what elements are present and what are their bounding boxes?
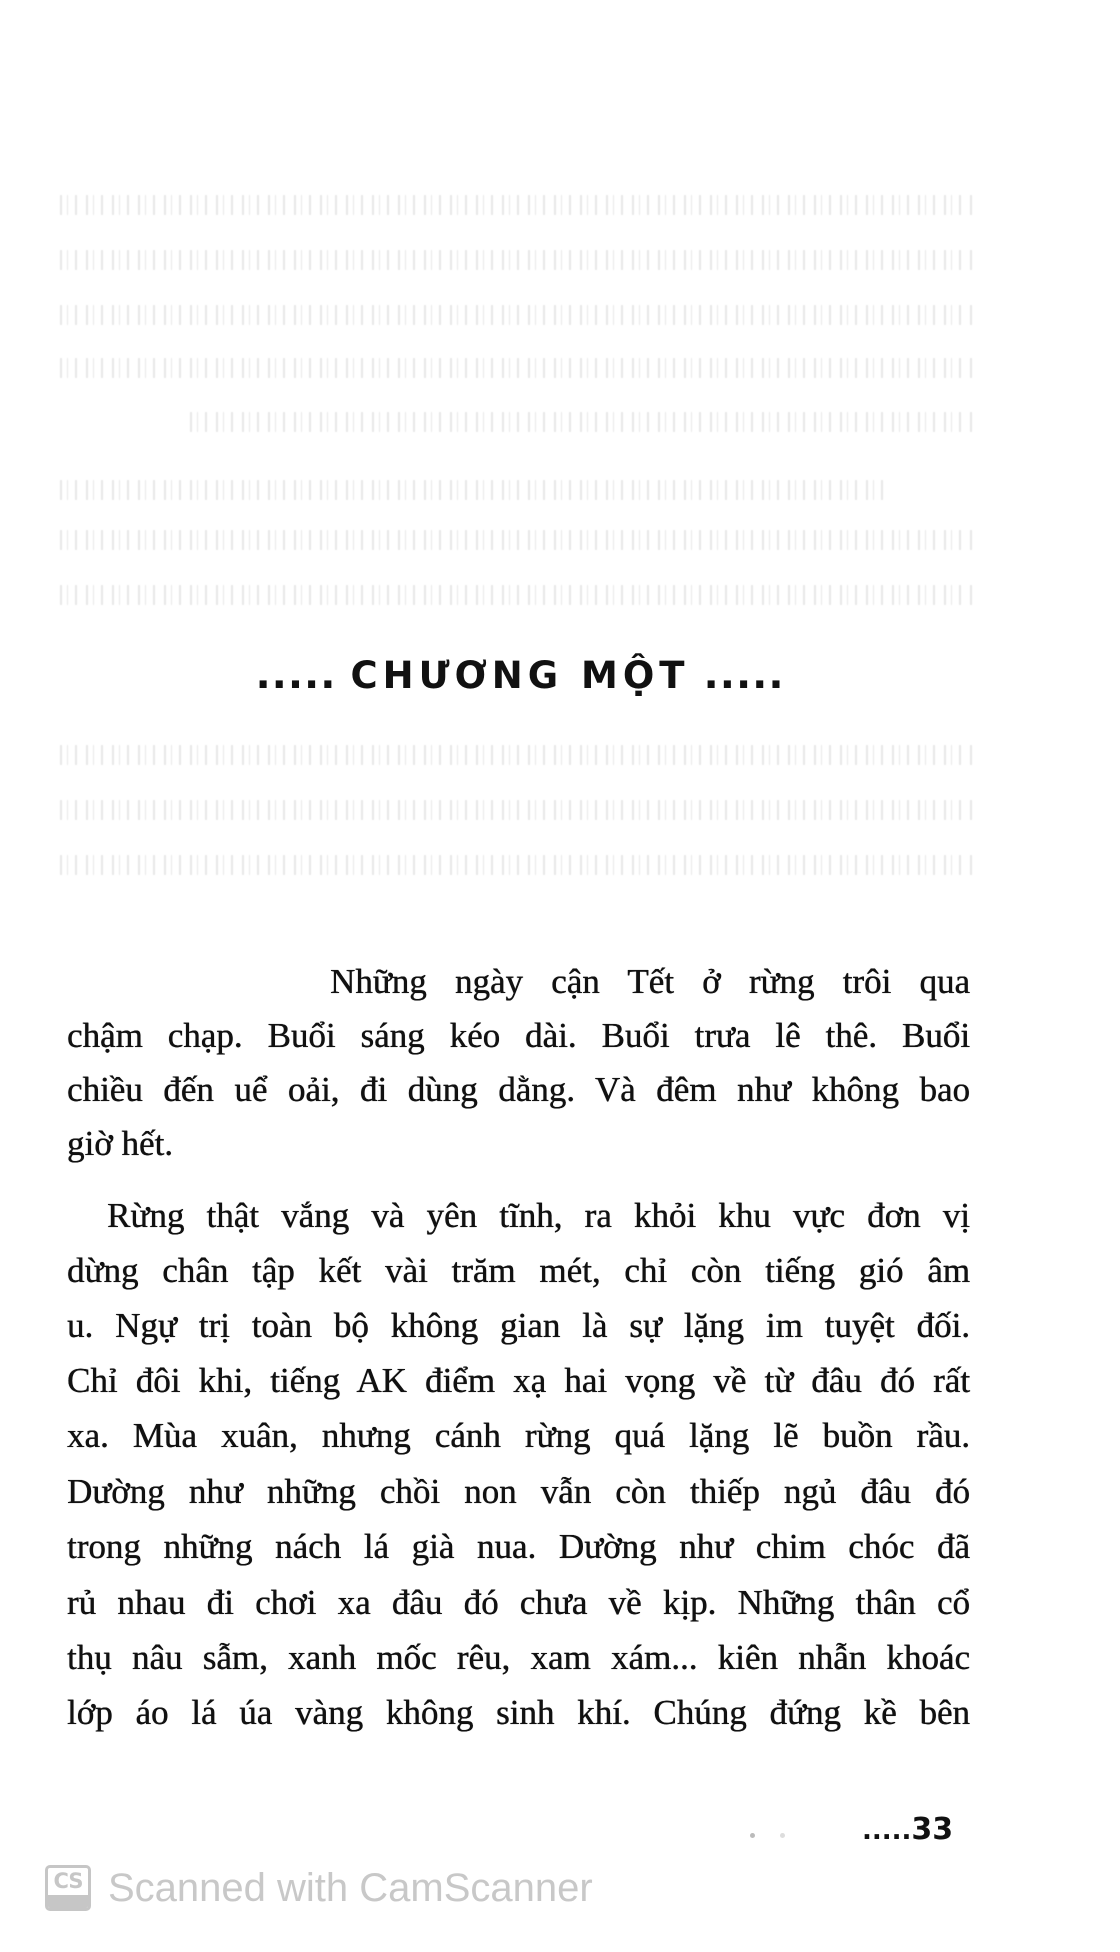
text-line: u. Ngự trị toàn bộ không gian là sự lặng im tuyệt đối. [67,1306,970,1345]
chapter-heading [0,652,1040,698]
bleed-through-line [60,585,975,605]
bleed-through-line [60,358,975,378]
text-line: Chỉ đôi khi, tiếng AK điểm xạ hai vọng về từ đâu đó rất [67,1361,970,1400]
page-number-dots: ..... [862,1816,912,1846]
text-line: rủ nhau đi chơi xa đâu đó chưa về kịp. Những thân cổ [67,1583,970,1622]
page-number [862,1812,953,1847]
bleed-through-line [60,855,975,875]
text-line: Rừng thật vắng và yên tĩnh, ra khỏi khu vực đơn vị [107,1196,970,1235]
heading-word [350,654,689,697]
bleed-through-line [60,530,975,550]
bleed-through-line [190,412,975,432]
bleed-through-line [60,250,975,270]
text-line: chiều đến uể oải, đi dùng dằng. Và đêm như không bao [67,1070,970,1109]
bleed-through-line [60,800,975,820]
text-line: xa. Mùa xuân, nhưng cánh rừng quá lặng lẽ buồn rầu. [67,1416,970,1455]
heading-dots-right: ..... [703,652,785,698]
heading-dots-left: ..... [255,652,337,698]
text-line: lớp áo lá úa vàng không sinh khí. Chúng đứng kề bên [67,1693,970,1732]
bleed-through-line [60,480,890,500]
heading-word-1: CHƯƠNG [350,654,564,697]
text-line: trong những nách lá già nua. Dường như chim chóc đã [67,1527,970,1566]
bleed-through-line [60,745,975,765]
text-line: dừng chân tập kết vài trăm mét, chỉ còn tiếng gió âm [67,1251,970,1290]
camscanner-watermark [45,1862,593,1914]
watermark-text: Scanned with CamScanner [108,1866,593,1910]
text-line: Dường như những chồi non vẫn còn thiếp ngủ đâu đó [67,1472,970,1511]
text-line: chậm chạp. Buổi sáng kéo dài. Buổi trưa lê thê. Buổi [67,1016,970,1055]
bleed-through-line [60,195,975,215]
scan-speck [750,1833,755,1838]
bleed-through-line [60,305,975,325]
heading-word-2: MỘT [581,654,690,697]
scan-speck [780,1833,785,1838]
text-line: Những ngày cận Tết ở rừng trôi qua [330,962,970,1001]
camscanner-logo-text: CS [53,1869,83,1893]
text-line: giờ hết. [67,1124,173,1163]
camscanner-logo-icon [45,1865,91,1911]
text-line: thụ nâu sẫm, xanh mốc rêu, xam xám... kiên nhẫn khoác [67,1638,970,1677]
page-number-value: 33 [911,1812,954,1847]
camscanner-logo-band [48,1895,88,1908]
